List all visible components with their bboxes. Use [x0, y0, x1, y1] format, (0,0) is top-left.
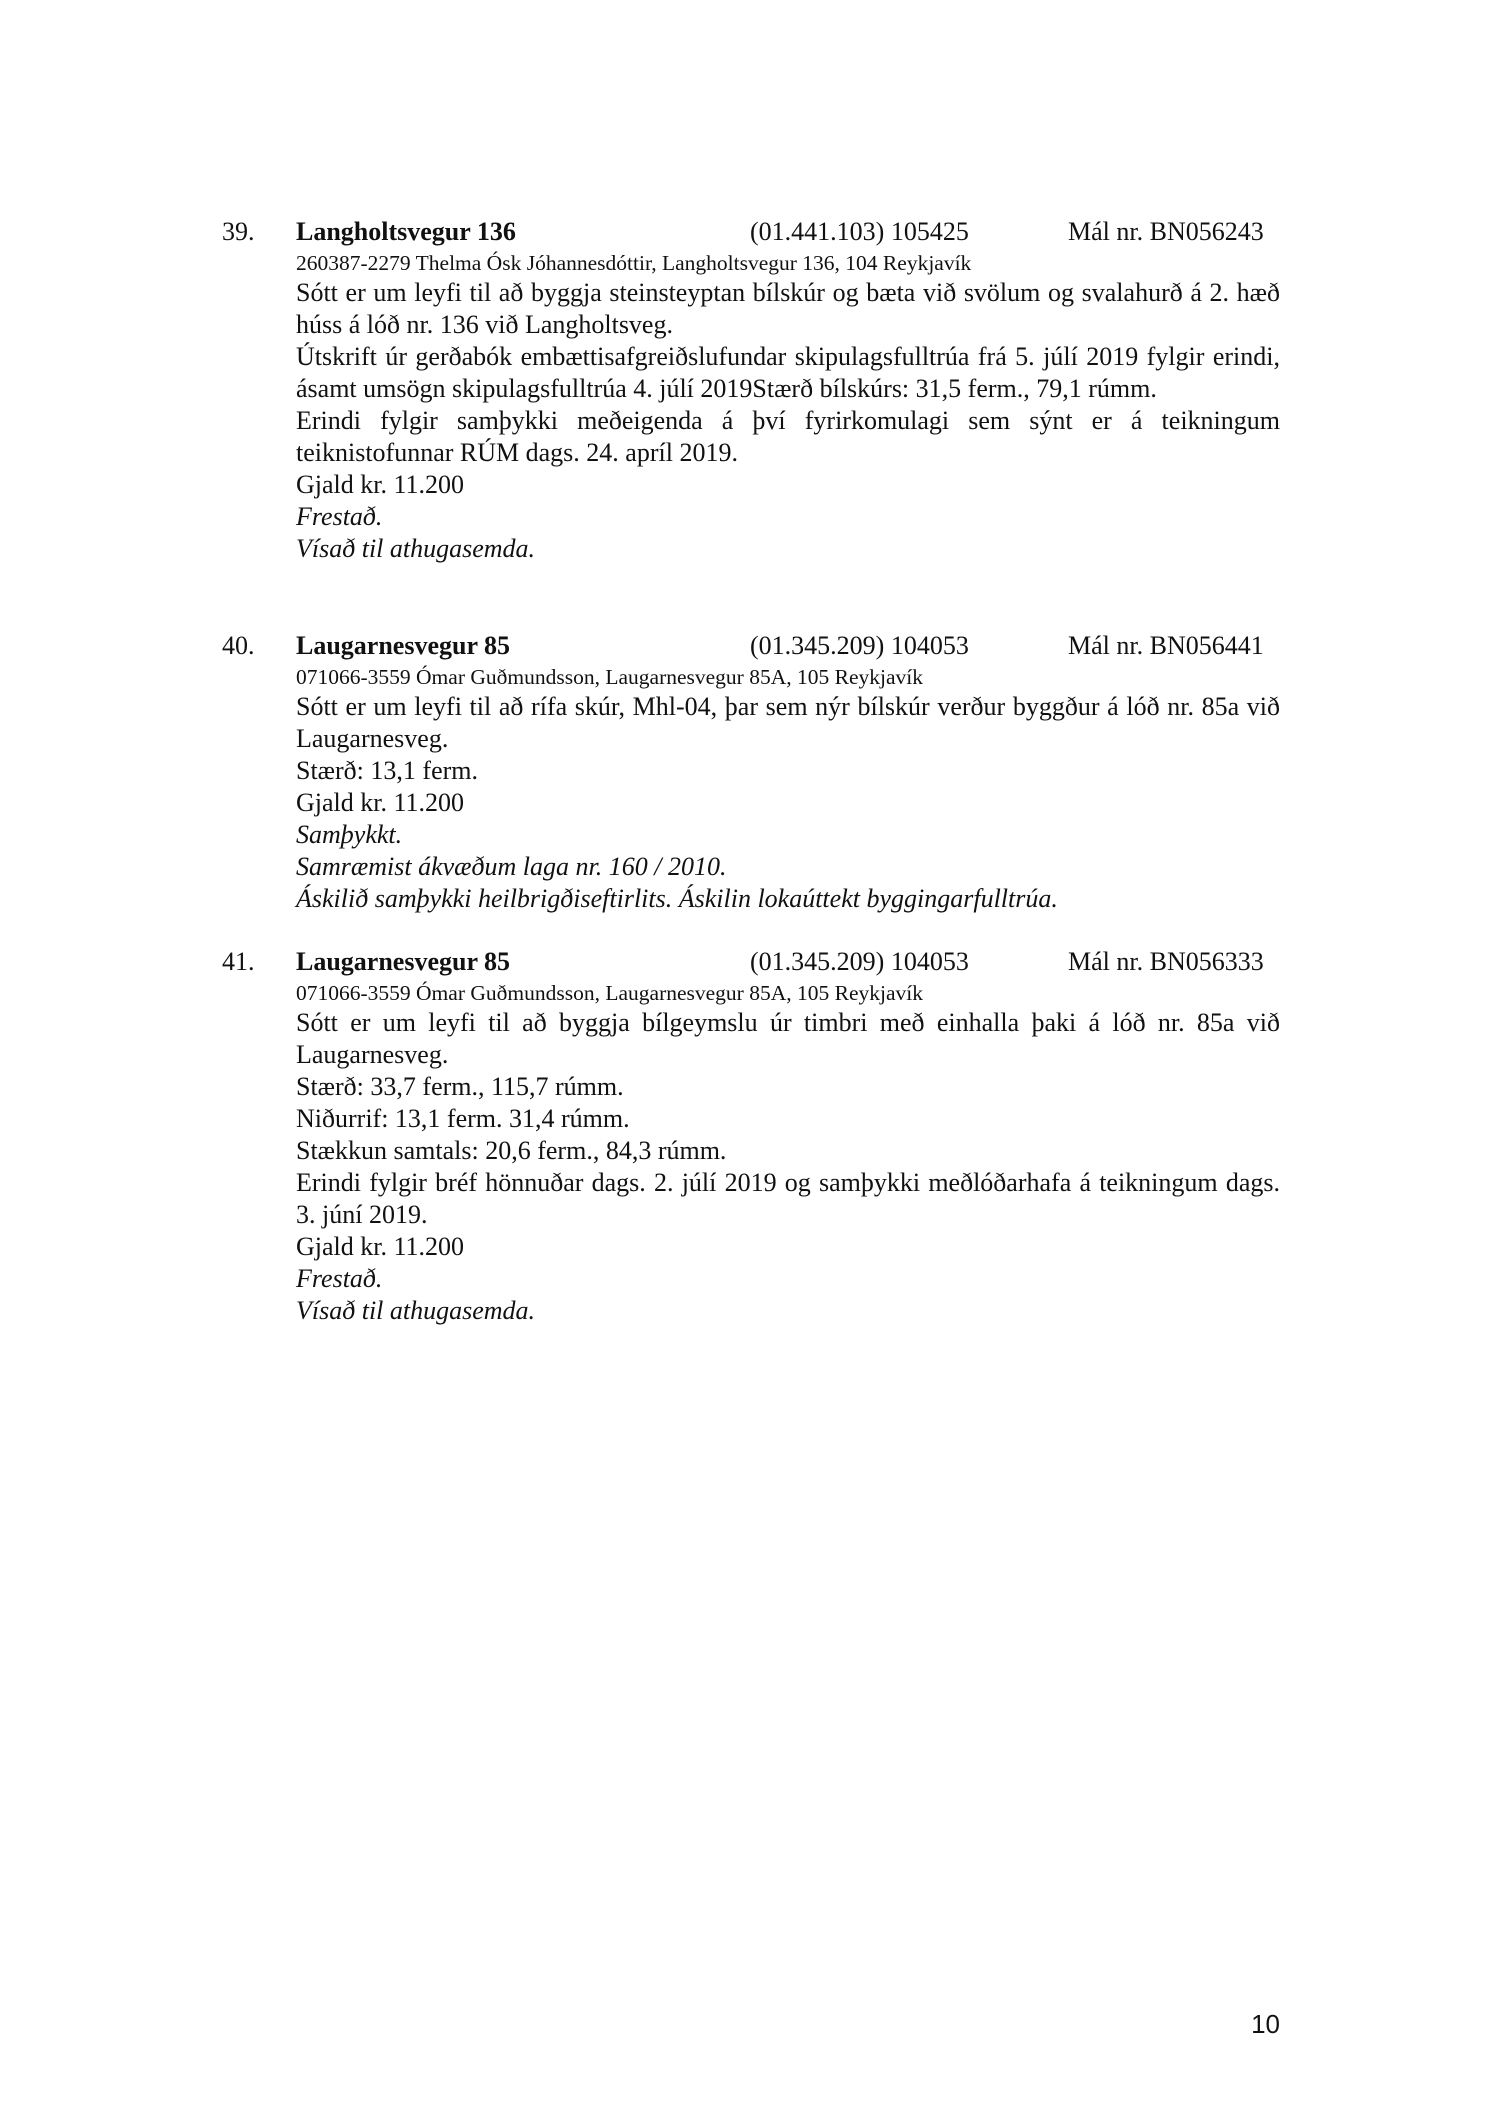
item-body — [296, 979, 1280, 1327]
street-address: Laugarnesvegur 85 — [296, 631, 511, 660]
fee: Gjald kr. 11.200 — [296, 788, 465, 817]
decision: Áskilið samþykki heilbrigðiseftirlits. Áskilin lokaúttekt byggingarfulltrúa. — [296, 884, 1058, 913]
item-header — [222, 945, 1282, 979]
case-number: Mál nr. BN056243 — [1068, 217, 1264, 246]
item-number: 41. — [222, 947, 255, 976]
item-header — [222, 629, 1282, 663]
fee: Gjald kr. 11.200 — [296, 470, 465, 499]
description: Sótt er um leyfi til að byggja steinsteyptan bílskúr og bæta við svölum og svalahurð á 2. hæð húss á lóð nr. 136 við Langholtsveg. — [296, 278, 1280, 339]
applicant: 071066-3559 Ómar Guðmundsson, Laugarnesvegur 85A, 105 Reykjavík — [296, 981, 923, 1005]
agenda-item — [222, 215, 1282, 565]
page-number: 10 — [1251, 2009, 1280, 2039]
decision: Vísað til athugasemda. — [296, 534, 536, 563]
note: Stækkun samtals: 20,6 ferm., 84,3 rúmm. — [296, 1136, 727, 1165]
decision: Frestað. — [296, 502, 383, 531]
decision: Samræmist ákvæðum laga nr. 160 / 2010. — [296, 852, 727, 881]
case-number: Mál nr. BN056333 — [1068, 947, 1264, 976]
property-reference: (01.345.209) 104053 — [750, 631, 969, 660]
note: Erindi fylgir bréf hönnuðar dags. 2. júlí 2019 og samþykki meðlóðarhafa á teikningum dags. 3. júní 2019. — [296, 1168, 1280, 1229]
decision: Frestað. — [296, 1264, 383, 1293]
property-reference: (01.441.103) 105425 — [750, 217, 969, 246]
note: Stærð: 13,1 ferm. — [296, 756, 478, 785]
note: Útskrift úr gerðabók embættisafgreiðslufundar skipulagsfulltrúa frá 5. júlí 2019 fylgir erindi, ásamt umsögn skipulagsfulltrúa 4. júlí 2019Stærð bílskúrs: 31,5 ferm., 79,1 rúmm. — [296, 342, 1280, 403]
note: Niðurrif: 13,1 ferm. 31,4 rúmm. — [296, 1104, 630, 1133]
item-header — [222, 215, 1282, 249]
note: Erindi fylgir samþykki meðeigenda á því fyrirkomulagi sem sýnt er á teikningum teiknistofunnar RÚM dags. 24. apríl 2019. — [296, 406, 1280, 467]
description: Sótt er um leyfi til að byggja bílgeymslu úr timbri með einhalla þaki á lóð nr. 85a við Laugarnesveg. — [296, 1008, 1280, 1069]
note: Stærð: 33,7 ferm., 115,7 rúmm. — [296, 1072, 624, 1101]
item-number: 39. — [222, 217, 255, 246]
item-body — [296, 249, 1280, 565]
decision: Vísað til athugasemda. — [296, 1296, 536, 1325]
applicant: 260387-2279 Thelma Ósk Jóhannesdóttir, Langholtsvegur 136, 104 Reykjavík — [296, 251, 972, 275]
item-number: 40. — [222, 631, 255, 660]
street-address: Laugarnesvegur 85 — [296, 947, 511, 976]
fee: Gjald kr. 11.200 — [296, 1232, 465, 1261]
decision: Samþykkt. — [296, 820, 403, 849]
item-body — [296, 663, 1280, 915]
case-number: Mál nr. BN056441 — [1068, 631, 1264, 660]
property-reference: (01.345.209) 104053 — [750, 947, 969, 976]
applicant: 071066-3559 Ómar Guðmundsson, Laugarnesvegur 85A, 105 Reykjavík — [296, 665, 923, 689]
description: Sótt er um leyfi til að rífa skúr, Mhl-04, þar sem nýr bílskúr verður byggður á lóð nr. 85a við Laugarnesveg. — [296, 692, 1280, 753]
street-address: Langholtsvegur 136 — [296, 217, 516, 246]
agenda-item — [222, 629, 1282, 915]
agenda-item — [222, 945, 1282, 1327]
